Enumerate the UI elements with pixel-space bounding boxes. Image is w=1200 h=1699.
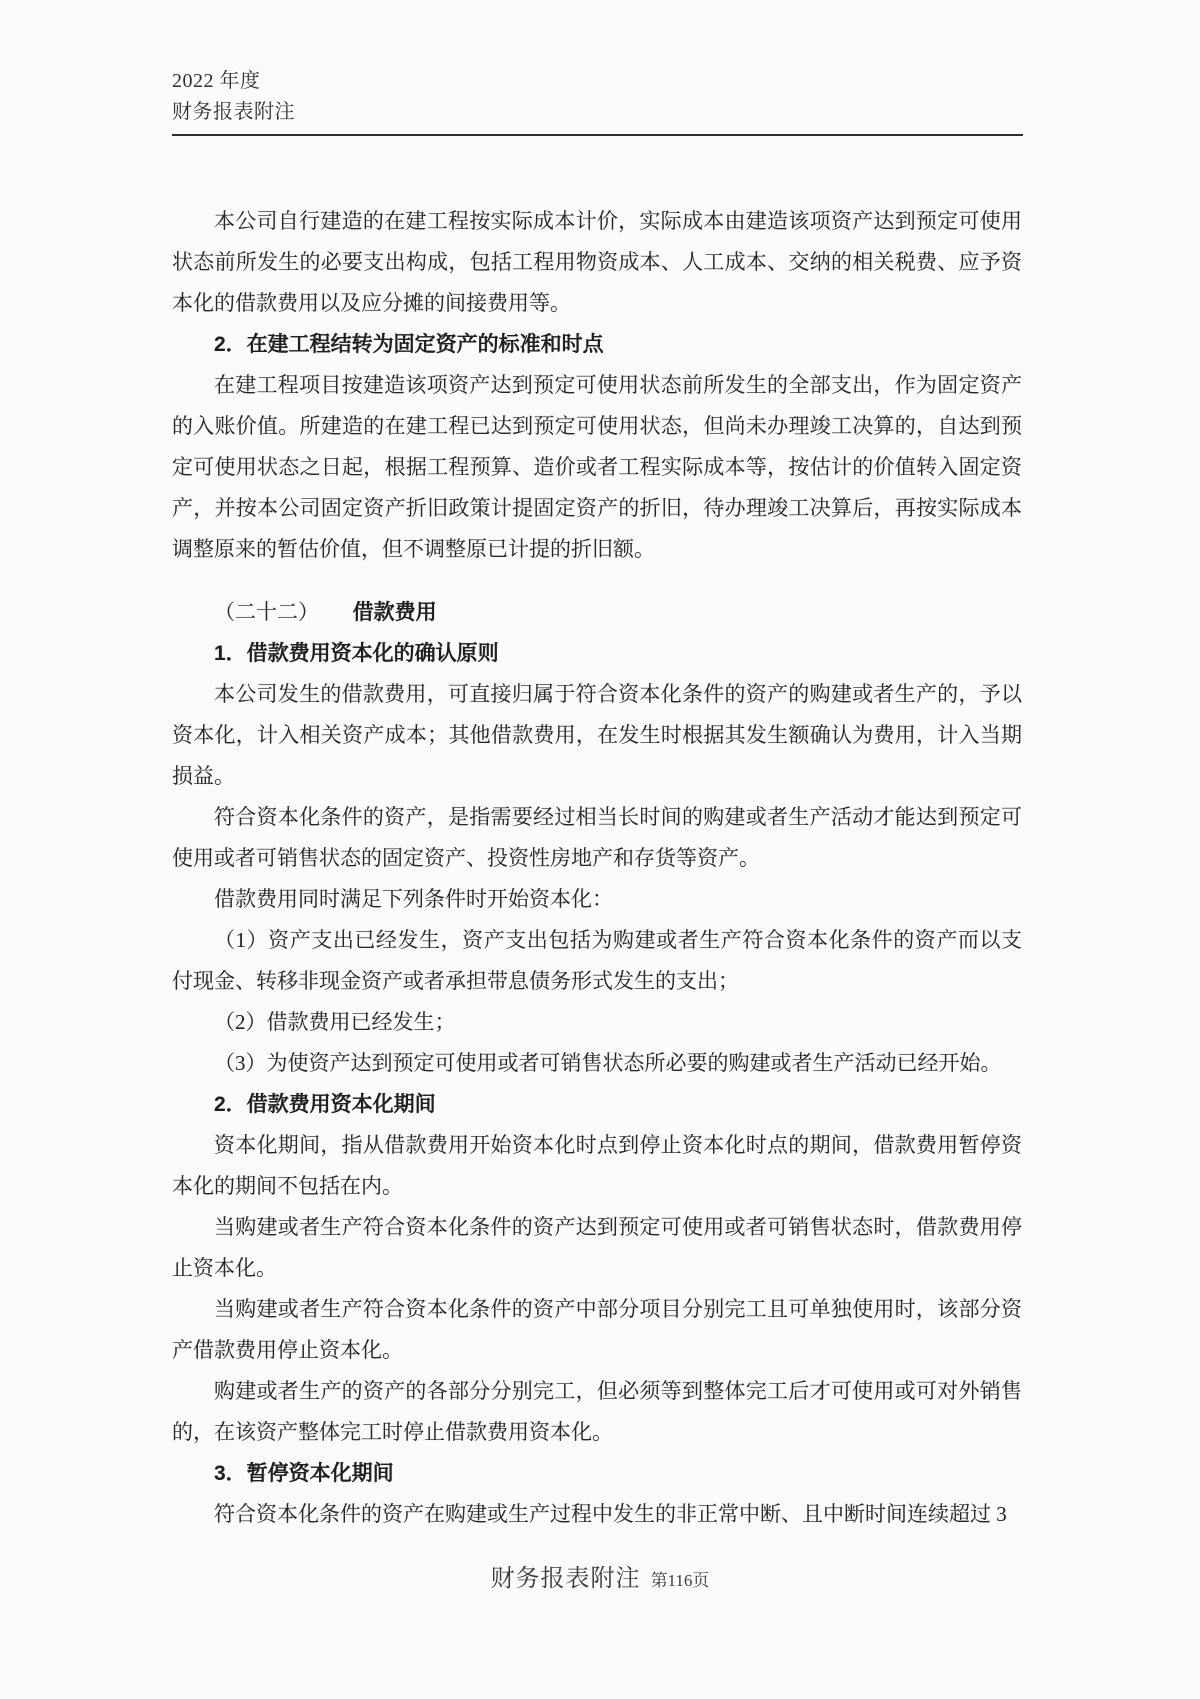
paragraph: 购建或者生产的资产的各部分分别完工，但必须等到整体完工后才可使用或可对外销售的，在该资产整体完工时停止借款费用资本化。 [172, 1379, 1022, 1444]
header-divider [172, 134, 1023, 136]
paragraph: 当购建或者生产符合资本化条件的资产中部分项目分别完工且可单独使用时，该部分资产借款费用停止资本化。 [172, 1297, 1022, 1362]
paragraph: （3）为使资产达到预定可使用或者可销售状态所必要的购建或者生产活动已经开始。 [214, 1051, 1002, 1075]
numbered-heading: 2．借款费用资本化期间 [214, 1093, 436, 1116]
page-footer [0, 1558, 1200, 1593]
paragraph: 当购建或者生产符合资本化条件的资产达到预定可使用或者可销售状态时，借款费用停止资本化。 [172, 1215, 1022, 1280]
paragraph: （1）资产支出已经发生，资产支出包括为购建或者生产符合资本化条件的资产而以支付现金、转移非现金资产或者承担带息债务形式发生的支出； [172, 928, 1022, 993]
paragraph: 本公司发生的借款费用，可直接归属于符合资本化条件的资产的购建或者生产的，予以资本化，计入相关资产成本；其他借款费用，在发生时根据其发生额确认为费用，计入当期损益。 [172, 682, 1022, 788]
paragraph: 符合资本化条件的资产，是指需要经过相当长时间的购建或者生产活动才能达到预定可使用或者可销售状态的固定资产、投资性房地产和存货等资产。 [172, 805, 1022, 870]
paragraph: 资本化期间，指从借款费用开始资本化时点到停止资本化时点的期间，借款费用暂停资本化的期间不包括在内。 [172, 1133, 1022, 1198]
footer-title: 财务报表附注 [490, 1566, 641, 1592]
section-number: （二十二） [214, 600, 319, 624]
document-body [172, 201, 1022, 1535]
header-title-line: 财务报表附注 [172, 101, 295, 123]
footer-page-number: 第116页 [650, 1571, 710, 1590]
paragraph: （2）借款费用已经发生； [214, 1010, 456, 1034]
section-title: 借款费用 [352, 601, 437, 624]
header-year-line: 2022 年度 [172, 70, 261, 92]
paragraph: 借款费用同时满足下列条件时开始资本化： [214, 887, 613, 911]
page-header [172, 66, 295, 128]
section-heading [172, 592, 1022, 633]
paragraph: 符合资本化条件的资产在购建或生产过程中发生的非正常中断、且中断时间连续超过 3 [214, 1502, 1007, 1526]
paragraph: 在建工程项目按建造该项资产达到预定可使用状态前所发生的全部支出，作为固定资产的入账价值。所建造的在建工程已达到预定可使用状态，但尚未办理竣工决算的，自达到预定可使用状态之日起，根据工程预算、造价或者工程实际成本等，按估计的价值转入固定资产，并按本公司固定资产折旧政策计提固定资产的折旧，待办理竣工决算后，再按实际成本调整原来的暂估价值，但不调整原已计提的折旧额。 [172, 373, 1022, 561]
numbered-heading: 2．在建工程结转为固定资产的标准和时点 [214, 333, 604, 356]
paragraph: 本公司自行建造的在建工程按实际成本计价，实际成本由建造该项资产达到预定可使用状态前所发生的必要支出构成，包括工程用物资成本、人工成本、交纳的相关税费、应予资本化的借款费用以及应分摊的间接费用等。 [172, 209, 1022, 315]
numbered-heading: 3．暂停资本化期间 [214, 1462, 394, 1485]
numbered-heading: 1．借款费用资本化的确认原则 [214, 642, 499, 665]
